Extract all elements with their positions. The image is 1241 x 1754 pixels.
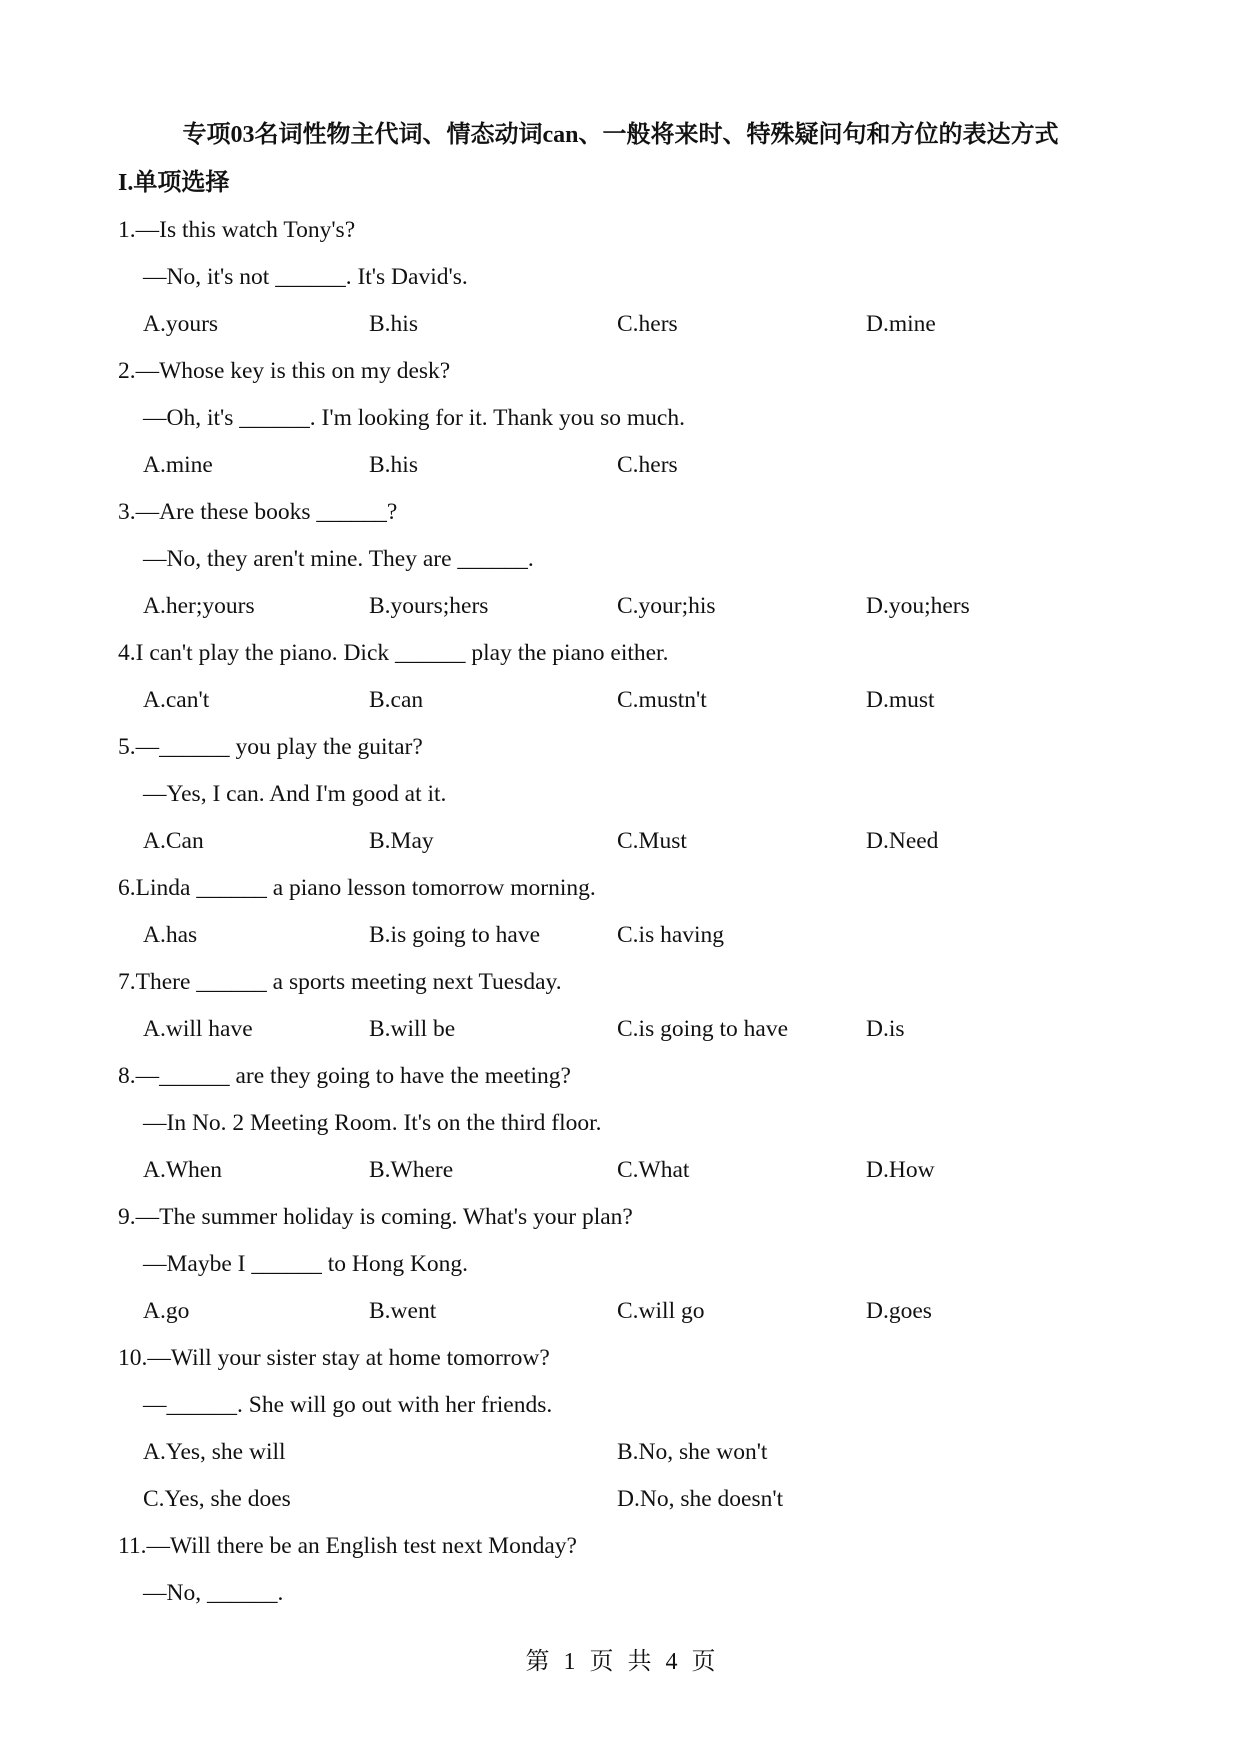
question-8-stem: 8.—______ are they going to have the meeting? [118,1063,571,1089]
question-1-stem: 1.—Is this watch Tony's? [118,217,356,243]
question-2-option-c: C.hers [617,452,678,478]
question-2-answer-line: —Oh, it's ______. I'm looking for it. Thank you so much. [143,405,685,431]
question-9-option-d: D.goes [866,1298,932,1324]
question-7-option-b: B.will be [369,1016,456,1042]
question-3-answer-line: —No, they aren't mine. They are ______. [143,546,534,572]
question-3-option-d: D.you;hers [866,593,970,619]
question-5-answer-line: —Yes, I can. And I'm good at it. [143,781,447,807]
page-title: 专项03名词性物主代词、情态动词can、一般将来时、特殊疑问句和方位的表达方式 [182,122,1059,148]
question-11-answer-line: —No, ______. [143,1580,284,1606]
question-9-option-a: A.go [143,1298,190,1324]
question-5-option-c: C.Must [617,828,687,854]
question-5-stem: 5.—______ you play the guitar? [118,734,423,760]
question-10-option-c: C.Yes, she does [143,1486,291,1512]
question-7-option-c: C.is going to have [617,1016,789,1042]
question-6-stem: 6.Linda ______ a piano lesson tomorrow morning. [118,875,596,901]
question-3-option-c: C.your;his [617,593,716,619]
question-9-answer-line: —Maybe I ______ to Hong Kong. [143,1251,469,1277]
question-1-answer-line: —No, it's not ______. It's David's. [143,264,468,290]
question-8-option-d: D.How [866,1157,935,1183]
question-2-stem: 2.—Whose key is this on my desk? [118,358,451,384]
question-2-option-b: B.his [369,452,418,478]
page-footer: 第 1 页 共 4 页 [525,1649,716,1675]
question-5-option-b: B.May [369,828,434,854]
question-8-option-c: C.What [617,1157,690,1183]
question-8-option-b: B.Where [369,1157,454,1183]
question-7-option-d: D.is [866,1016,905,1042]
question-1-option-b: B.his [369,311,418,337]
question-6-option-c: C.is having [617,922,725,948]
question-4-option-d: D.must [866,687,935,713]
question-1-option-a: A.yours [143,311,219,337]
question-6-option-a: A.has [143,922,198,948]
question-1-option-c: C.hers [617,311,678,337]
question-3-option-b: B.yours;hers [369,593,489,619]
question-5-option-d: D.Need [866,828,939,854]
question-3-stem: 3.—Are these books ______? [118,499,398,525]
question-10-option-b: B.No, she won't [617,1439,768,1465]
question-4-option-c: C.mustn't [617,687,707,713]
question-4-option-a: A.can't [143,687,210,713]
question-7-stem: 7.There ______ a sports meeting next Tuesday. [118,969,562,995]
question-10-option-d: D.No, she doesn't [617,1486,784,1512]
question-3-option-a: A.her;yours [143,593,255,619]
question-8-option-a: A.When [143,1157,222,1183]
question-10-answer-line: —______. She will go out with her friends. [143,1392,553,1418]
question-10-stem: 10.—Will your sister stay at home tomorrow? [118,1345,550,1371]
question-9-stem: 9.—The summer holiday is coming. What's your plan? [118,1204,633,1230]
question-1-option-d: D.mine [866,311,936,337]
question-9-option-b: B.went [369,1298,437,1324]
question-10-option-a: A.Yes, she will [143,1439,286,1465]
question-2-option-a: A.mine [143,452,213,478]
question-7-option-a: A.will have [143,1016,253,1042]
question-4-option-b: B.can [369,687,424,713]
section-heading: I.单项选择 [118,170,230,196]
question-6-option-b: B.is going to have [369,922,541,948]
question-11-stem: 11.—Will there be an English test next Monday? [118,1533,577,1559]
question-8-answer-line: —In No. 2 Meeting Room. It's on the third floor. [143,1110,602,1136]
question-5-option-a: A.Can [143,828,204,854]
question-9-option-c: C.will go [617,1298,705,1324]
question-4-stem: 4.I can't play the piano. Dick ______ play the piano either. [118,640,669,666]
